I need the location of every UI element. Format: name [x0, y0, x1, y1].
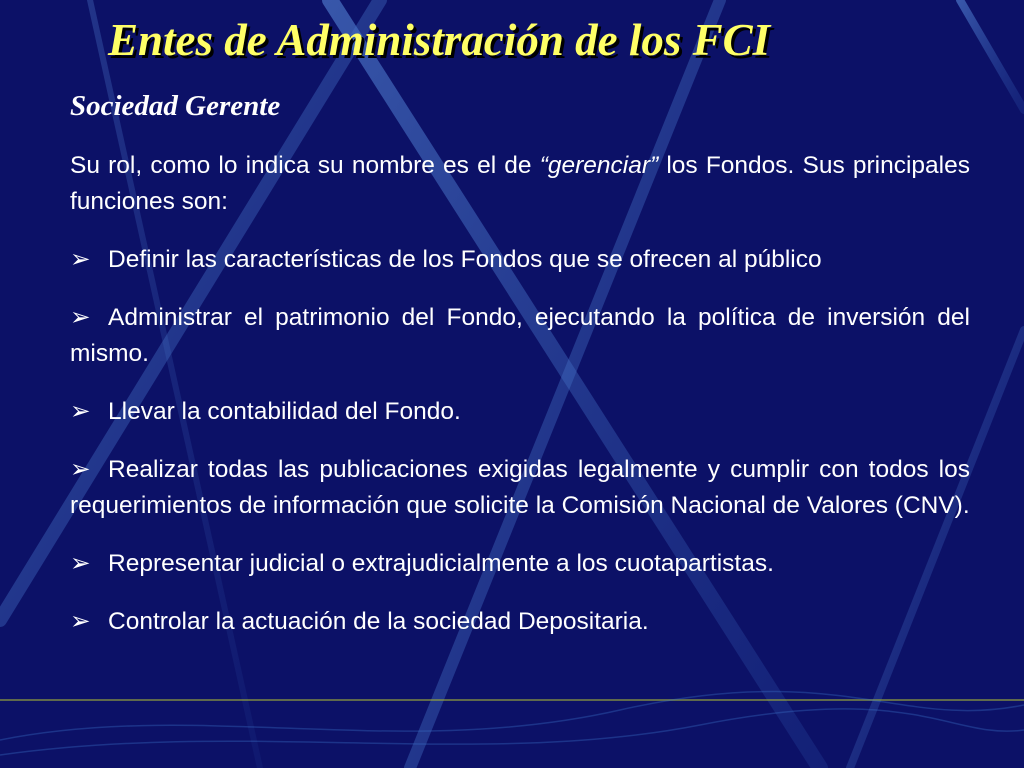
- list-item-text: Representar judicial o extrajudicialmente a los cuotapartistas.: [108, 550, 774, 577]
- list-item-text: Llevar la contabilidad del Fondo.: [108, 398, 461, 425]
- intro-text-end: los Fondos. Sus principales funciones son:: [70, 152, 970, 215]
- slide-subtitle: Sociedad Gerente: [70, 90, 281, 122]
- list-item: [70, 546, 970, 582]
- list-item: [70, 300, 970, 372]
- list-item-text: Realizar todas las publicaciones exigidas legalmente y cumplir con todos los requerimientos de información que solicite la Comisión Nacional de Valores (CNV).: [70, 456, 970, 519]
- slide-title: Entes de Administración de los FCI: [108, 15, 771, 65]
- arrow-bullet-icon: ➢: [70, 398, 91, 425]
- list-item: [70, 452, 970, 524]
- list-item: [70, 394, 970, 430]
- list-item: [70, 242, 970, 278]
- intro-emphasis: “gerenciar”: [539, 152, 659, 179]
- intro-text-start: Su rol, como lo indica su nombre es el de: [70, 152, 540, 179]
- list-item-text: Administrar el patrimonio del Fondo, ejecutando la política de inversión del mismo.: [70, 304, 970, 367]
- functions-list: [70, 242, 970, 662]
- arrow-bullet-icon: ➢: [70, 550, 91, 577]
- arrow-bullet-icon: ➢: [70, 608, 91, 635]
- intro-paragraph: [70, 148, 970, 220]
- arrow-bullet-icon: ➢: [70, 304, 91, 331]
- arrow-bullet-icon: ➢: [70, 456, 91, 483]
- list-item-text: Definir las características de los Fondos que se ofrecen al público: [108, 246, 822, 273]
- list-item: [70, 604, 970, 640]
- arrow-bullet-icon: ➢: [70, 246, 91, 273]
- list-item-text: Controlar la actuación de la sociedad Depositaria.: [108, 608, 649, 635]
